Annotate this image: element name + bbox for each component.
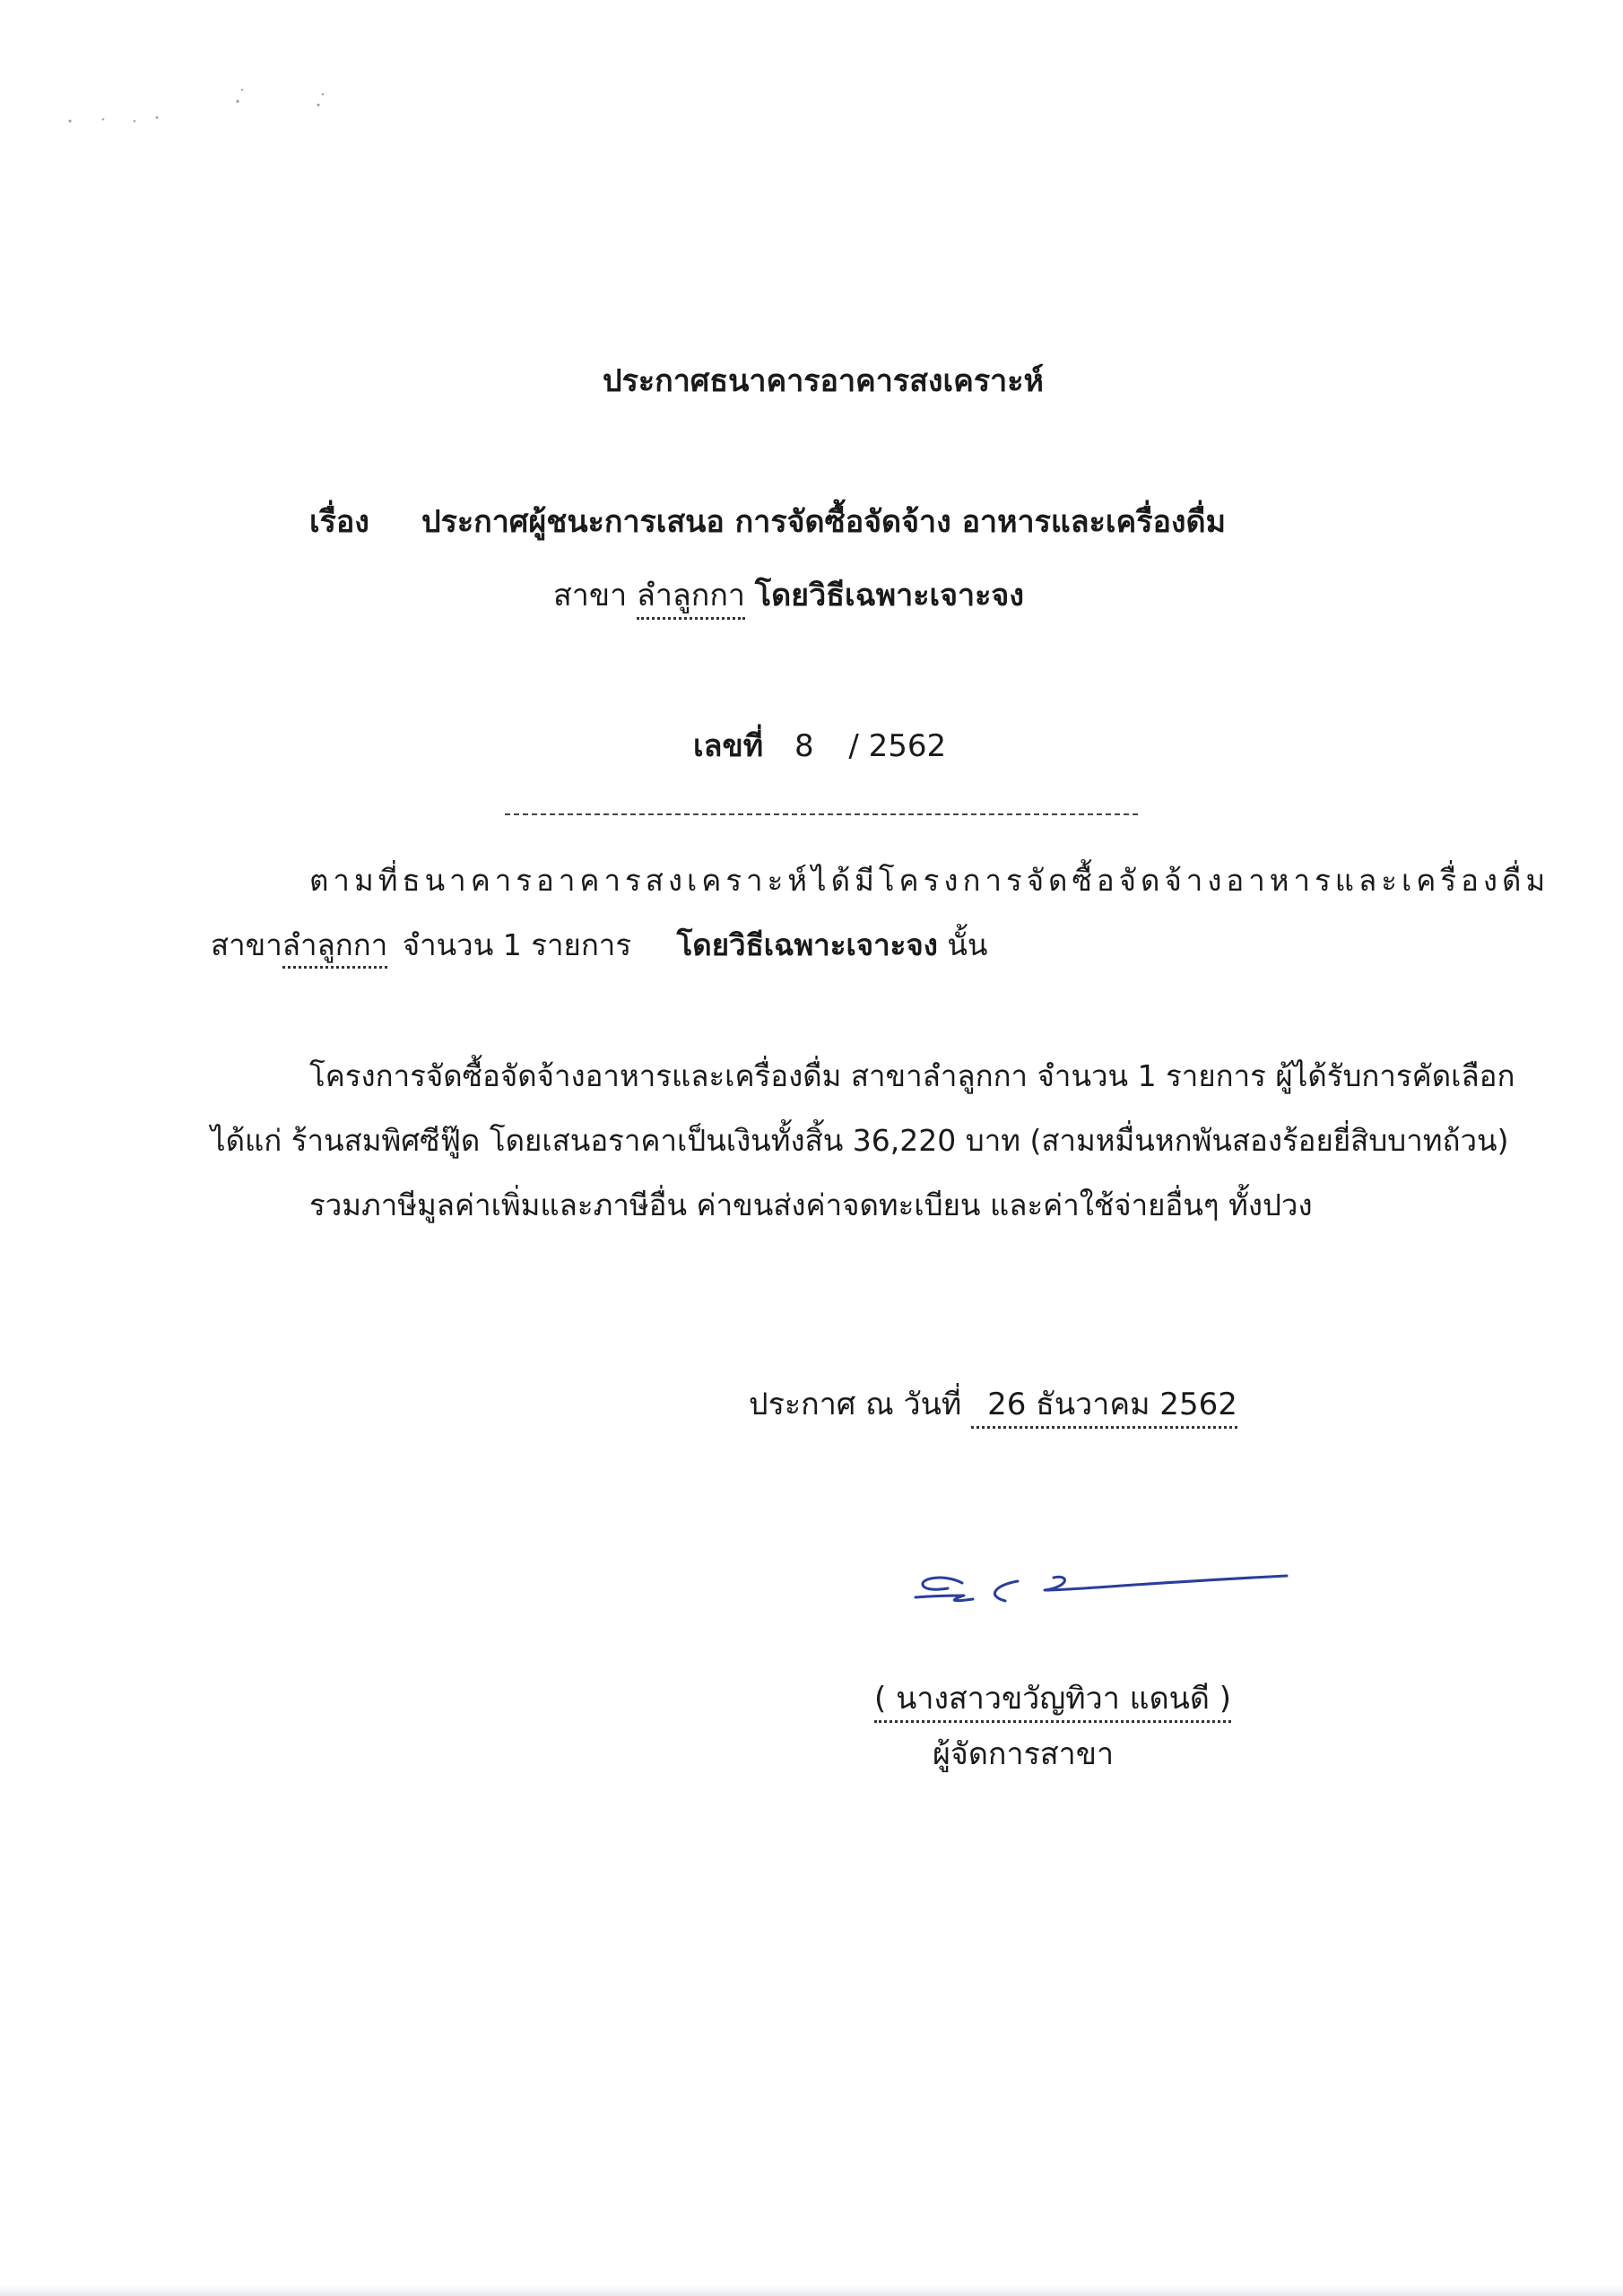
para2-line1: โครงการจัดซื้อจัดจ้างอาหารและเครื่องดื่ม สาขาลำลูกกา จำนวน 1 รายการ ผู้ได้รับการคัดเลือก (309, 1058, 1515, 1093)
signature-scribble (910, 1565, 1296, 1632)
para1-line1: ตามที่ธนาคารอาคารสงเคราะห์ได้มีโครงการจัดซื้อจัดจ้างอาหารและเครื่องดื่ม (309, 863, 1550, 898)
para1-method: โดยวิธีเฉพาะเจาะจง (676, 927, 938, 962)
para2-line3: รวมภาษีมูลค่าเพิ่มและภาษีอื่น ค่าขนส่งค่าจดทะเบียน และค่าใช้จ่ายอื่นๆ ทั้งปวง (309, 1187, 1313, 1222)
number-value: 8 (794, 728, 814, 764)
para2-line2: ได้แก่ ร้านสมพิศซีฟู๊ด โดยเสนอราคาเป็นเงินทั้งสิ้น 36,220 บาท (สามหมื่นหกพันสองร้อยยี่สิบบาทถ้วน) (211, 1123, 1509, 1158)
header-divider (505, 813, 1138, 815)
announcement-date (749, 1385, 1237, 1424)
date-value: 26 ธันวาคม 2562 (971, 1387, 1237, 1429)
para1-line2 (211, 926, 987, 965)
signatory-name: ( นางสาวขวัญทิวา แดนดี ) (874, 1681, 1231, 1723)
announcement-number (693, 726, 946, 766)
subject-label: เรื่อง (309, 504, 369, 540)
number-label: เลขที่ (693, 728, 764, 764)
procurement-method: โดยวิธีเฉพาะเจาะจง (754, 578, 1024, 613)
para1-end: นั้น (947, 927, 988, 962)
para1-branch-prefix: สาขา (211, 927, 282, 962)
number-year: / 2562 (848, 728, 947, 764)
scan-bottom-edge (0, 2285, 1623, 2296)
signatory-title: ผู้จัดการสาขา (933, 1736, 1115, 1772)
subject-text: ประกาศผู้ชนะการเสนอ การจัดซื้อจัดจ้าง อาหารและเครื่องดื่ม (421, 504, 1226, 540)
para1-count: จำนวน 1 รายการ (402, 927, 632, 962)
branch-prefix: สาขา (553, 578, 628, 613)
scan-specks (63, 85, 350, 139)
bank-header: ประกาศธนาคารอาคารสงเคราะห์ (603, 363, 1044, 399)
para1-branch-name: ลำลูกกา (282, 927, 387, 969)
branch-name: ลำลูกกา (637, 578, 745, 620)
branch-line (553, 576, 1024, 615)
signatory-name-wrap (874, 1679, 1231, 1718)
date-label: ประกาศ ณ วันที่ (749, 1387, 962, 1422)
